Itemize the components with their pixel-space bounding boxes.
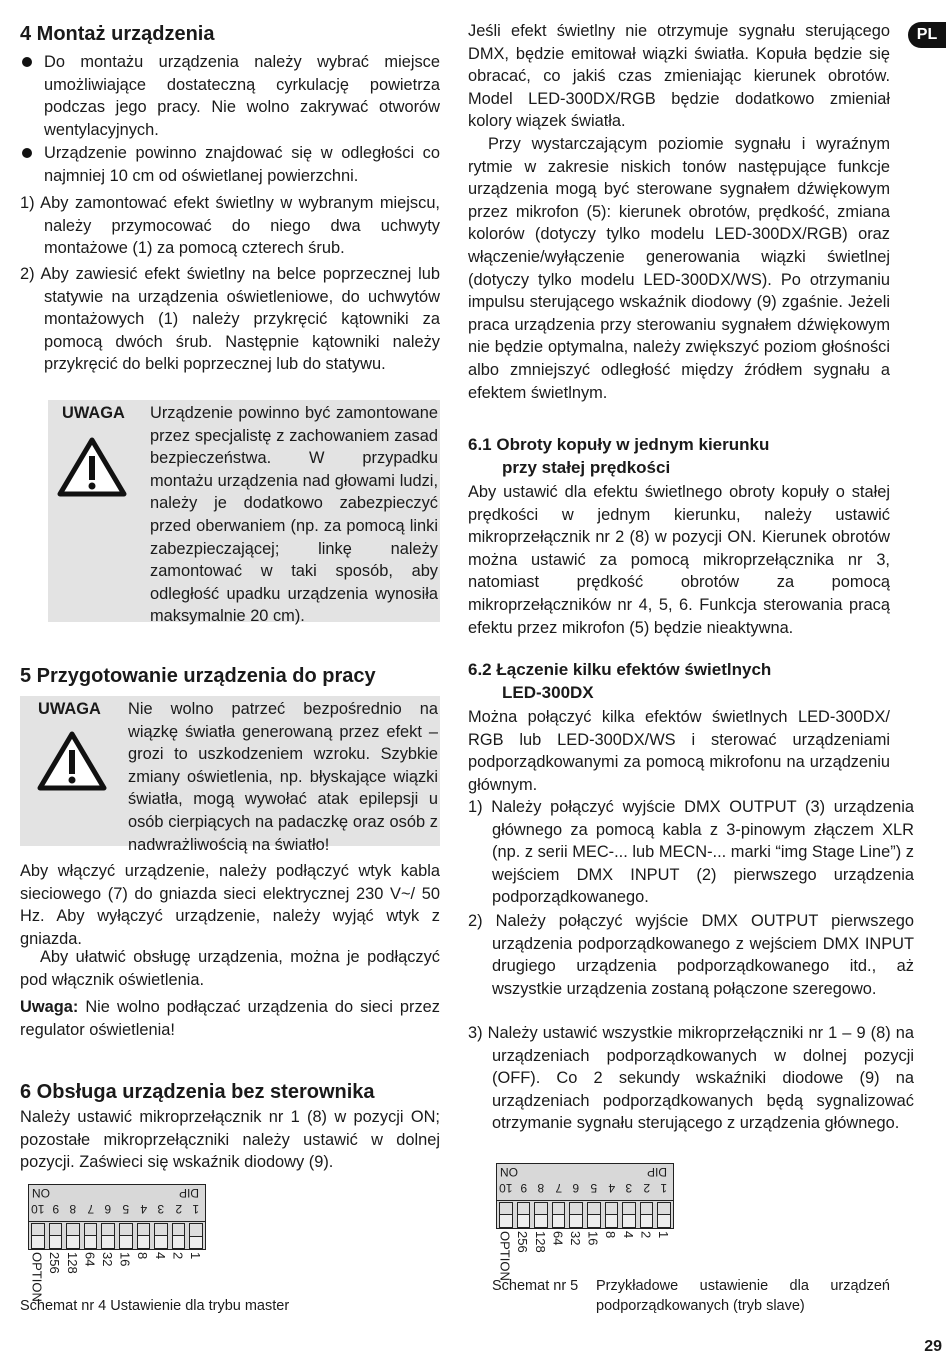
switch-number: 3	[157, 1202, 165, 1216]
dip-label: DIP	[178, 1186, 199, 1200]
switch-value: 2	[170, 1252, 186, 1260]
figure-5-caption-number: Schemat nr 5	[492, 1278, 579, 1294]
dip-switch-off[interactable]	[172, 1223, 186, 1249]
dip-switch-off[interactable]	[622, 1202, 636, 1228]
switch-number: 8	[69, 1202, 77, 1216]
switch-number: 8	[537, 1181, 545, 1195]
on-label: ON	[500, 1165, 518, 1179]
switch-value: OPTION	[497, 1231, 513, 1281]
warning-text: Urządzenie powinno być zamontowane przez specjalistę z zachowaniem zasad bezpieczeństwa. W przypadku montażu urządzenia nad głowami ludzi, należy je dodatkowo zabezpieczyć przed oberwaniem (np. za pomocą linki zabezpieczającej; linkę należy zamontować w taki sposób, aby odległość upadku urządzenia wynosiła maksymalnie 20 cm).	[150, 404, 438, 626]
note-text: Nie wolno podłączać urządzenia do sieci przez regulator oświetlenia!	[20, 998, 440, 1039]
warning-label: UWAGA	[62, 404, 125, 422]
section-6-paragraph: Należy ustawić mikroprzełącznik nr 1 (8) w pozycji ON; pozostałe mikroprzełączniki należy ustawić w dolnej pozycji. Zaświeci się wskaźnik diodowy (9).	[20, 1108, 440, 1172]
section-5-title: 5 Przygotowanie urządzenia do pracy	[20, 665, 376, 687]
switch-value: 4	[152, 1252, 168, 1260]
switch-number: 6	[572, 1181, 580, 1195]
switch-value: 1	[655, 1231, 671, 1239]
switch-value: OPTION	[29, 1252, 45, 1302]
switch-value: 8	[603, 1231, 619, 1239]
dip-switch-off[interactable]	[587, 1202, 601, 1228]
switch-value: 8	[135, 1252, 151, 1260]
warning-triangle-icon	[36, 730, 108, 792]
section-6-2-title-line2: LED-300DX	[502, 683, 594, 702]
dip-switch-off[interactable]	[101, 1223, 115, 1249]
step-6-2-2: 2) Należy połączyć wyjście DMX OUTPUT pierwszego urządzenia podporządkowanego z wejściem DMX INPUT drugiego urządzenia podporządkowanego itd., aż wszystkie urządzenia zostaną połączone szeregowo.	[468, 912, 914, 998]
switch-value: 4	[620, 1231, 636, 1239]
dip-switch-off[interactable]	[517, 1202, 531, 1228]
switch-number: 1	[192, 1202, 200, 1216]
switch-value: 16	[117, 1252, 133, 1267]
step-2: 2) Aby zawiesić efekt świetlny na belce poprzecznej lub statywie na urządzenia oświetleniowe, do uchwytów montażowych (1) należy przykręcić kątowniki za pomocą dwóch śrub. Następnie kątowniki należy przykręcić do belki poprzecznej lub do statywu.	[20, 265, 440, 374]
switch-value: 1	[187, 1252, 203, 1260]
switch-number: 5	[122, 1202, 130, 1216]
note-label: Uwaga:	[20, 998, 79, 1016]
switch-number: 2	[175, 1202, 182, 1216]
bullet-1: Do montażu urządzenia należy wybrać miejsce umożliwiające dostateczną cyrkulację powietrza podczas jego pracy. Nie wolno zakrywać otworów wentylacyjnych.	[20, 51, 440, 141]
dip-switch-off[interactable]	[657, 1202, 671, 1228]
switch-value: 256	[515, 1231, 531, 1253]
page-number: 29	[924, 1338, 942, 1355]
section-4-title: 4 Montaż urządzenia	[20, 23, 215, 45]
warning-label: UWAGA	[38, 700, 101, 718]
section-6-title: 6 Obsługa urządzenia bez sterownika	[20, 1081, 375, 1103]
switch-value: 16	[585, 1231, 601, 1246]
dip-switch-off[interactable]	[137, 1223, 151, 1249]
dip-switch-off[interactable]	[49, 1223, 63, 1249]
section-6-1-title-line2: przy stałej prędkości	[502, 458, 671, 477]
warning-text: Nie wolno patrzeć bezpośrednio na wiązkę światła generowaną przez efekt – grozi to uszkodzeniem wzroku. Szybkie zmiany oświetlenia, np. błyskające wiązki światła, mogą wywołać atak epilepsji u osób cierpiących na padaczkę oraz osób z nadwrażliwością na światło!	[128, 700, 438, 854]
figure-5-caption: Przykładowe ustawienie dla urządzeń podporządkowanych (tryb slave)	[596, 1278, 890, 1314]
dip-switch-off[interactable]	[154, 1223, 168, 1249]
switch-number: 5	[590, 1181, 598, 1195]
switch-number: 6	[104, 1202, 112, 1216]
warning-box-mounting	[48, 400, 440, 626]
switch-number: 1	[660, 1181, 668, 1195]
switch-value: 128	[64, 1252, 80, 1274]
switch-value: 32	[567, 1231, 583, 1246]
warning-box-light	[20, 696, 440, 854]
step-6-2-1: 1) Należy połączyć wyjście DMX OUTPUT (3) urządzenia głównego za pomocą kabla z 3-pinowym złączem XLR (np. z serii MEC-... lub MECN-... marki “img Stage Line”) z wejściem DMX INPUT (2) pierwszego urządzenia podporządkowanego.	[468, 798, 914, 907]
dip-switch-off[interactable]	[640, 1202, 654, 1228]
section-6-2-paragraph: Można połączyć kilka efektów świetlnych LED-300DX/ RGB lub LED-300DX/WS i sterować urządzeniami podporządkowanymi za pomocą mikrofonu na urządzeniu głównym.	[468, 708, 890, 794]
switch-value: 2	[638, 1231, 654, 1239]
dip-switch-off[interactable]	[84, 1223, 98, 1249]
section-6-1-paragraph: Aby ustawić dla efektu świetlnego obroty kopuły o stałej prędkości w jednym kierunku, należy ustawić mikroprzełącznik nr 2 (8) w pozycji ON. Kierunek obrotów można ustawić za pomocą mikroprzełącznika nr 3, natomiast prędkość obrotów za pomocą mikroprzełączników nr 4, 5, 6. Funkcja sterowania pracą efektu przez mikrofon (5) będzie nieaktywna.	[468, 483, 890, 637]
language-badge: PL	[908, 22, 946, 48]
dip-switch-off[interactable]	[552, 1202, 566, 1228]
switch-number: 4	[608, 1181, 615, 1195]
switch-number: 7	[555, 1181, 562, 1195]
warning-triangle-icon	[56, 436, 128, 498]
switch-number: 7	[87, 1202, 94, 1216]
switch-value: 64	[82, 1252, 98, 1267]
switch-number: 2	[643, 1181, 650, 1195]
switch-number: 10	[31, 1202, 45, 1216]
dip-switch-off[interactable]	[31, 1223, 45, 1249]
switch-value: 256	[47, 1252, 63, 1274]
bullet-2: Urządzenie powinno znajdować się w odległości co najmniej 10 cm od oświetlanej powierzchni.	[20, 142, 440, 187]
section-6-1-title: 6.1 Obroty kopuły w jednym kierunku	[468, 435, 770, 454]
dip-switch-off[interactable]	[569, 1202, 583, 1228]
note-paragraph	[20, 996, 440, 1041]
switch-value: 128	[532, 1231, 548, 1253]
dip-switch-off[interactable]	[605, 1202, 619, 1228]
section-6-2-title: 6.2 Łączenie kilku efektów świetlnych	[468, 660, 772, 679]
switch-number: 10	[499, 1181, 513, 1195]
switch-paragraph: Aby ułatwić obsługę urządzenia, można je podłączyć pod włącznik oświetlenia.	[20, 948, 440, 989]
switch-number: 4	[140, 1202, 147, 1216]
dip-switch-off[interactable]	[119, 1223, 133, 1249]
switch-number: 3	[625, 1181, 633, 1195]
figure-4-caption: Schemat nr 4 Ustawienie dla trybu master	[20, 1298, 290, 1314]
on-label: ON	[32, 1186, 50, 1200]
dip-switch-off[interactable]	[534, 1202, 548, 1228]
dip-switch-block	[496, 1163, 674, 1229]
step-1: 1) Aby zamontować efekt świetlny w wybranym miejscu, należy przymocować do niego dwa uchwyty montażowe (1) za pomocą czterech śrub.	[20, 194, 440, 258]
sound-control-paragraph: Przy wystarczającym poziomie sygnału i wyraźnym rytmie w zakresie niskich tonów następujące funkcje urządzenia mogą być sterowane sygnałem dźwiękowym przez mikrofon (5): kierunek obrotów, prędkość, zmiana kolorów (dotyczy tylko modelu LED-300DX/RGB) oraz włączenie/wyłączenie generowania wiązki świetlnej (dotyczy tylko modelu LED-300DX/WS). Po otrzymaniu impulsu sterującego wskaźnik diodowy (9) zgaśnie. Jeżeli praca urządzenia przy sterowaniu sygnałem dźwiękowym nie będzie optymalna, należy zwiększyć poziom głośności albo zmniejszyć odległość między źródłem sygnału a efektem świetlnym.	[468, 135, 890, 402]
switch-number: 9	[520, 1181, 527, 1195]
step-6-2-3: 3) Należy ustawić wszystkie mikroprzełączniki nr 1 – 9 (8) na urządzeniach podporządkowanych w dolnej pozycji (OFF). Co 2 sekundy wskaźniki diodowe (9) na urządzeniach podporządkowanych będą sygnalizować otrzymanie sygnału sterującego z urządzenia głównego.	[468, 1024, 914, 1133]
dip-label: DIP	[646, 1165, 667, 1179]
power-paragraph: Aby włączyć urządzenie, należy podłączyć wtyk kabla sieciowego (7) do gniazda sieci elektrycznej 230 V~/ 50 Hz. Aby wyłączyć urządzenie, należy wyjąć wtyk z gniazda.	[20, 862, 440, 948]
dip-switch-off[interactable]	[66, 1223, 80, 1249]
switch-number: 9	[52, 1202, 59, 1216]
switch-value: 64	[550, 1231, 566, 1246]
dip-switch-off[interactable]	[499, 1202, 513, 1228]
dip-switch-block	[28, 1184, 206, 1250]
dip-switch-on[interactable]	[189, 1223, 203, 1249]
switch-value: 32	[99, 1252, 115, 1267]
no-dmx-paragraph: Jeśli efekt świetlny nie otrzymuje sygnału sterującego DMX, będzie emitował wiązki światła. Kopuła będzie się obracać, co jakiś czas zmieniając kierunek obrotów. Model LED-300DX/RGB będzie dodatkowo zmieniał kolory wiązek światła.	[468, 22, 890, 131]
